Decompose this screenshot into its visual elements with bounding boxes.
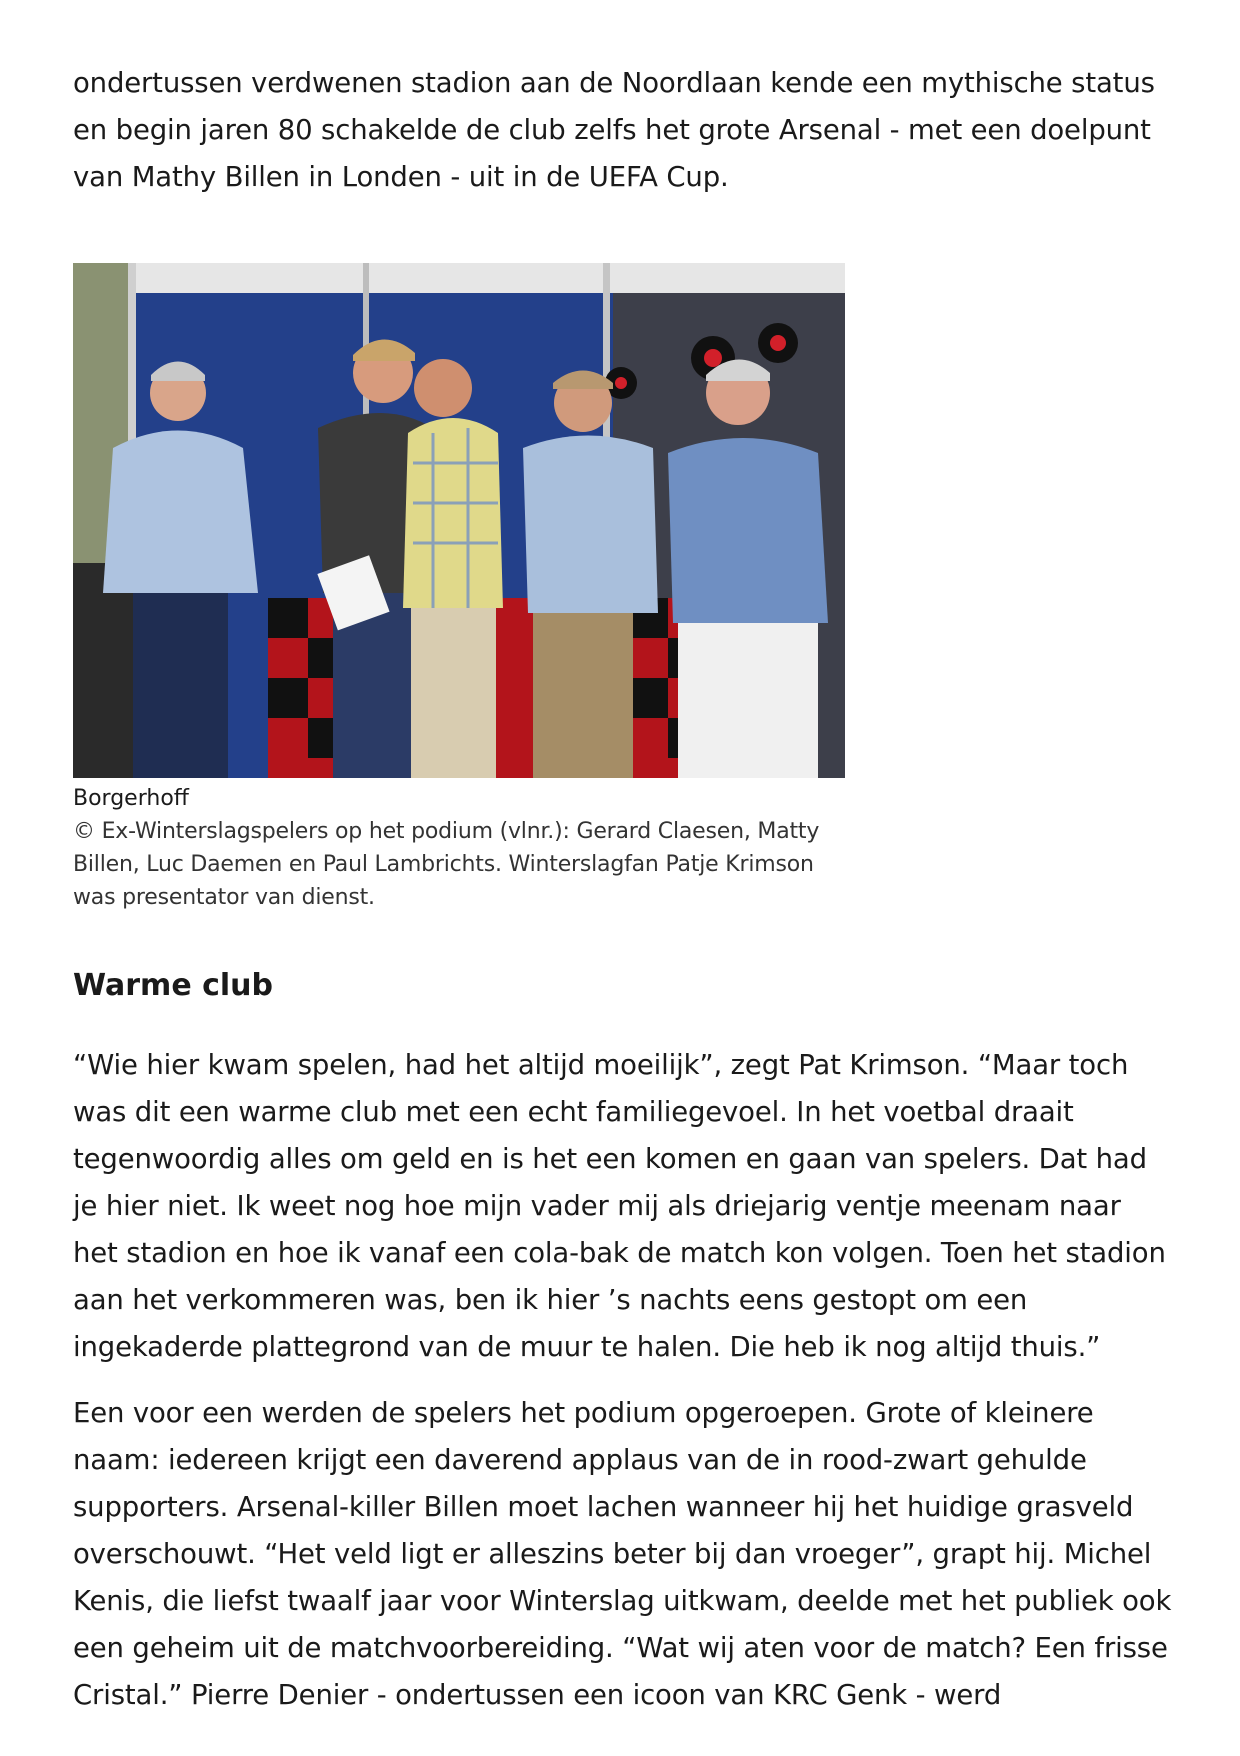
body-paragraph: “Wie hier kwam spelen, had het altijd moeilijk”, zegt Pat Krimson. “Maar toch was dit een warme club met een echt familiegevoel. In het voetbal draait tegenwoordig alles om geld en is het een komen en gaan van spelers. Dat had je hier niet. Ik weet nog hoe mijn vader mij als driejarig ventje meenam naar het stadion en hoe ik vanaf een cola-bak de match kon volgen. Toen het stadion aan het verkommeren was, ben ik hier ’s nachts eens gestopt om een ingekaderde plattegrond van de muur te halen. Die heb ik nog altijd thuis.”	[73, 1049, 1166, 1363]
article	[73, 60, 1173, 1719]
section-heading: Warme club	[73, 968, 274, 1003]
photo-figure	[73, 263, 845, 914]
photo-caption: © Ex-Winterslagspelers op het podium (vlnr.): Gerard Claesen, Matty Billen, Luc Daemen en Paul Lambrichts. Winterslagfan Patje Krimson was presentator van dienst.	[73, 819, 820, 910]
event-photo	[73, 263, 845, 778]
photo-credit: Borgerhoff	[73, 786, 189, 811]
body-paragraph: Een voor een werden de spelers het podium opgeroepen. Grote of kleinere naam: iedereen krijgt een daverend applaus van de in rood-zwart gehulde supporters. Arsenal-killer Billen moet lachen wanneer hij het huidige grasveld overschouwt. “Het veld ligt er alleszins beter bij dan vroeger”, grapt hij. Michel Kenis, die liefst twaalf jaar voor Winterslag uitkwam, deelde met het publiek ook een geheim uit de matchvoorbereiding. “Wat wij aten voor de match? Een frisse Cristal.” Pierre Denier - ondertussen een icoon van KRC Genk - werd	[73, 1397, 1172, 1711]
intro-paragraph: ondertussen verdwenen stadion aan de Noordlaan kende een mythische status en begin jaren 80 schakelde de club zelfs het grote Arsenal - met een doelpunt van Mathy Billen in Londen - uit in de UEFA Cup.	[73, 67, 1155, 193]
